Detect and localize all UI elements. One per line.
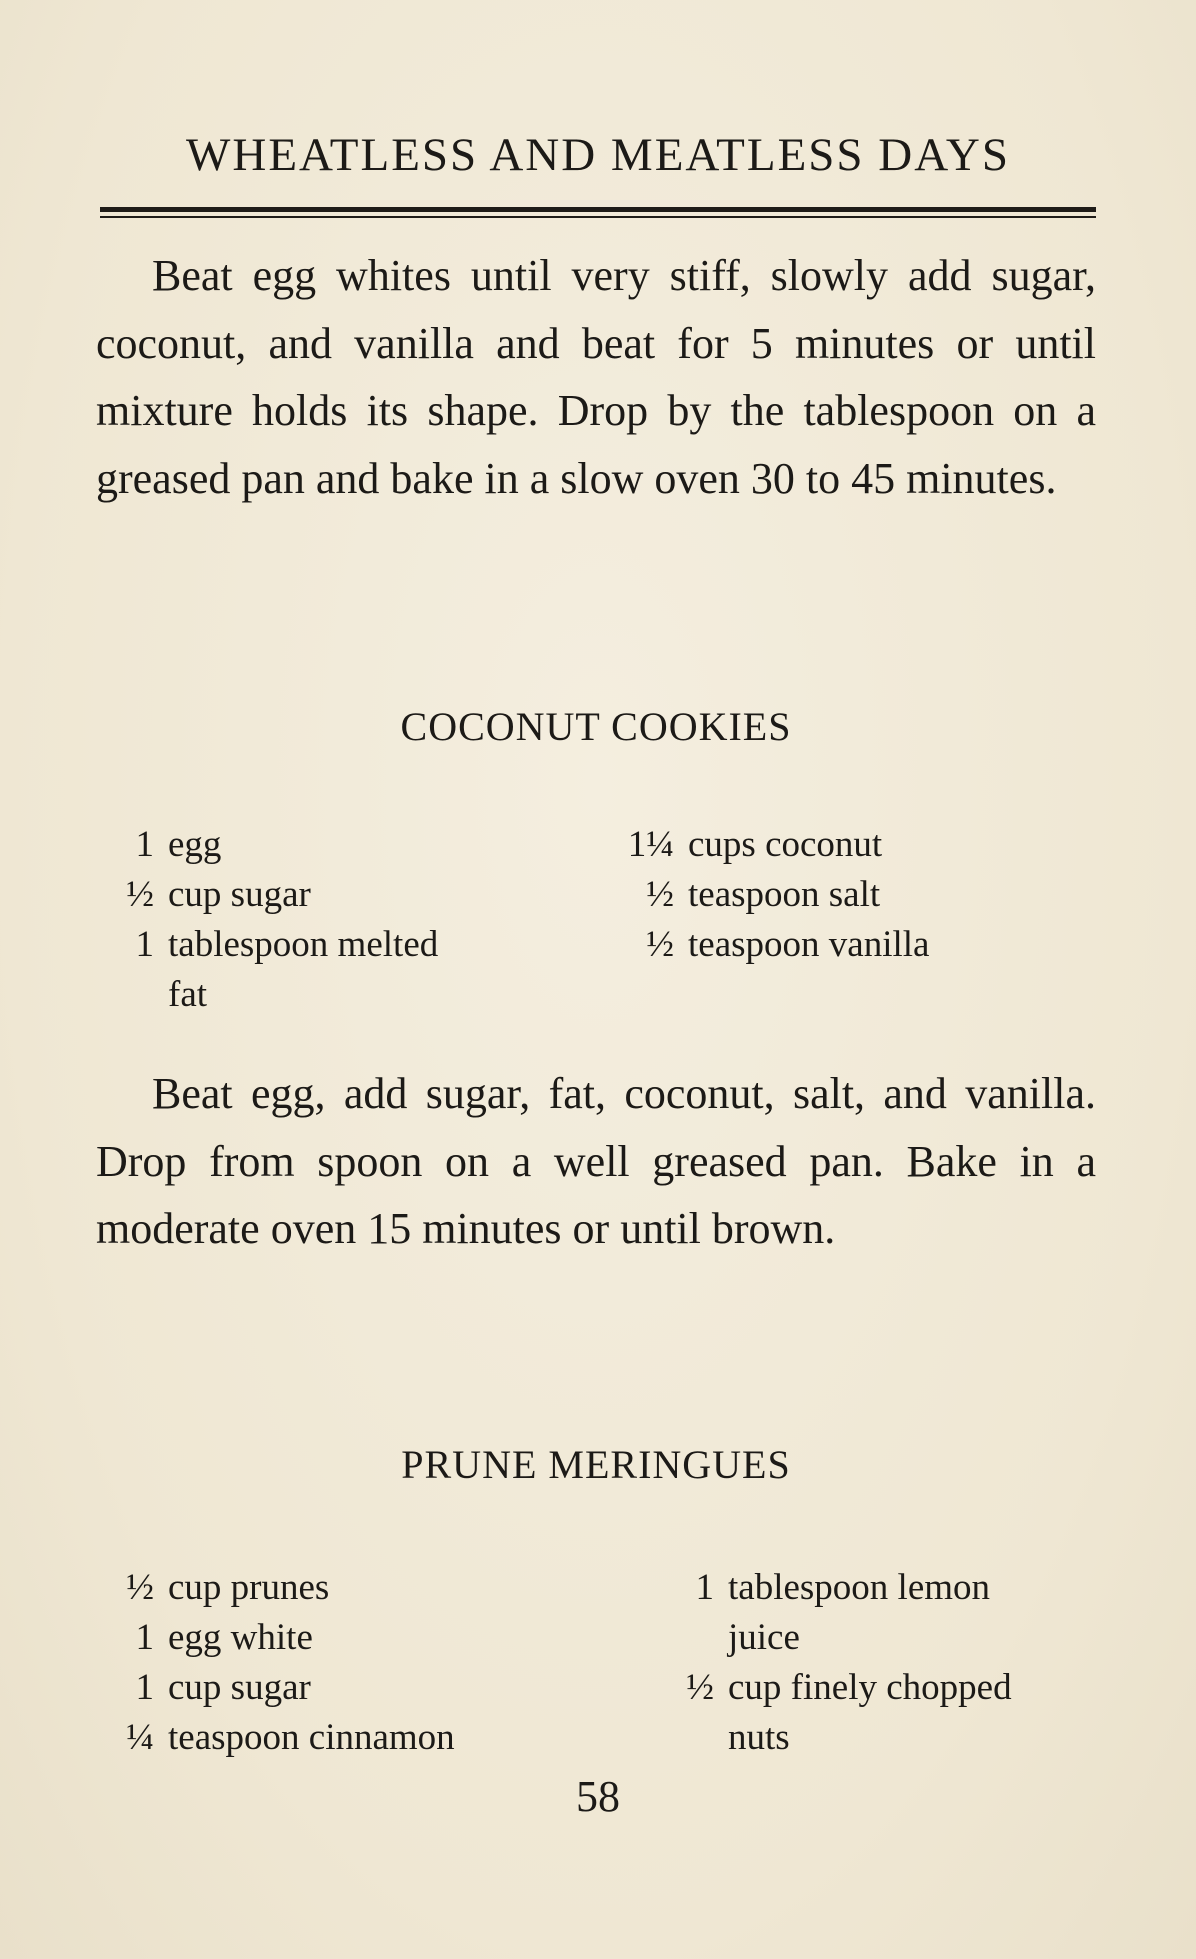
ingredients-right-column bbox=[616, 820, 1036, 1020]
header-rule-thin bbox=[100, 216, 1096, 218]
ingredients-right-column bbox=[656, 1563, 1096, 1763]
ingredient-item bbox=[96, 1713, 596, 1763]
ingredient-item bbox=[96, 1663, 596, 1713]
ingredient-text: teaspoon salt bbox=[688, 874, 881, 915]
ingredient-text: teaspoon vanilla bbox=[688, 924, 930, 965]
ingredient-continuation: juice bbox=[728, 1617, 800, 1658]
ingredient-item bbox=[96, 820, 596, 870]
ingredients-left-column bbox=[96, 1563, 596, 1763]
ingredient-qty: ½ bbox=[686, 1667, 714, 1708]
ingredient-text: tablespoon lemon bbox=[728, 1567, 991, 1608]
ingredient-text: egg white bbox=[168, 1617, 313, 1658]
ingredient-text: cups coconut bbox=[688, 824, 883, 865]
ingredient-item bbox=[96, 1563, 596, 1613]
prune-meringues-ingredients bbox=[96, 1563, 1096, 1763]
ingredient-text: cup sugar bbox=[168, 1667, 311, 1708]
ingredient-text: egg bbox=[168, 824, 222, 865]
ingredient-continuation: nuts bbox=[728, 1717, 790, 1758]
ingredient-qty: 1 bbox=[135, 1617, 154, 1658]
ingredient-text: teaspoon cinnamon bbox=[168, 1717, 455, 1758]
prune-meringues-title: PRUNE MERINGUES bbox=[401, 1442, 791, 1487]
ingredient-item bbox=[616, 870, 1036, 920]
page-number: 58 bbox=[576, 1772, 620, 1821]
ingredient-qty: 1¼ bbox=[627, 824, 674, 865]
ingredient-qty: 1 bbox=[135, 924, 154, 965]
ingredient-continuation: fat bbox=[168, 974, 208, 1015]
ingredients-left-column bbox=[96, 820, 596, 1020]
ingredient-qty: 1 bbox=[135, 824, 154, 865]
coconut-cookies-ingredients bbox=[96, 820, 1096, 1020]
coconut-cookies-method: Beat egg, add sugar, fat, coconut, salt, and vanilla. Drop from spoon on a well greased pan. Bake in a moderate oven 15 minutes or until brown. bbox=[96, 1069, 1096, 1253]
intro-paragraph: Beat egg whites until very stiff, slowly add sugar, coconut, and vanilla and beat for 5 minutes or until mixture holds its shape. Drop by the tablespoon on a greased pan and bake in a slow oven 30 to 45 minutes. bbox=[96, 251, 1096, 503]
ingredient-qty: ½ bbox=[646, 924, 674, 965]
ingredient-item bbox=[96, 1613, 596, 1663]
ingredient-text: tablespoon melted bbox=[168, 924, 439, 965]
ingredient-text: cup sugar bbox=[168, 874, 311, 915]
ingredient-qty: ¼ bbox=[126, 1717, 154, 1758]
ingredient-item bbox=[96, 870, 596, 920]
ingredient-text: cup prunes bbox=[168, 1567, 330, 1608]
ingredient-qty: ½ bbox=[126, 874, 154, 915]
ingredient-qty: 1 bbox=[135, 1667, 154, 1708]
ingredient-item bbox=[616, 820, 1036, 870]
ingredient-qty: 1 bbox=[695, 1567, 714, 1608]
ingredient-item bbox=[656, 1563, 1096, 1613]
coconut-cookies-title: COCONUT COOKIES bbox=[400, 704, 792, 749]
ingredient-item bbox=[96, 920, 596, 970]
ingredient-item bbox=[616, 920, 1036, 970]
ingredient-text: cup finely chopped bbox=[728, 1667, 1012, 1708]
header-rule bbox=[100, 207, 1096, 220]
running-head: WHEATLESS AND MEATLESS DAYS bbox=[186, 129, 1010, 181]
ingredient-qty: ½ bbox=[126, 1567, 154, 1608]
ingredient-qty: ½ bbox=[646, 874, 674, 915]
ingredient-item bbox=[656, 1663, 1096, 1713]
header-rule-thick bbox=[100, 207, 1096, 212]
